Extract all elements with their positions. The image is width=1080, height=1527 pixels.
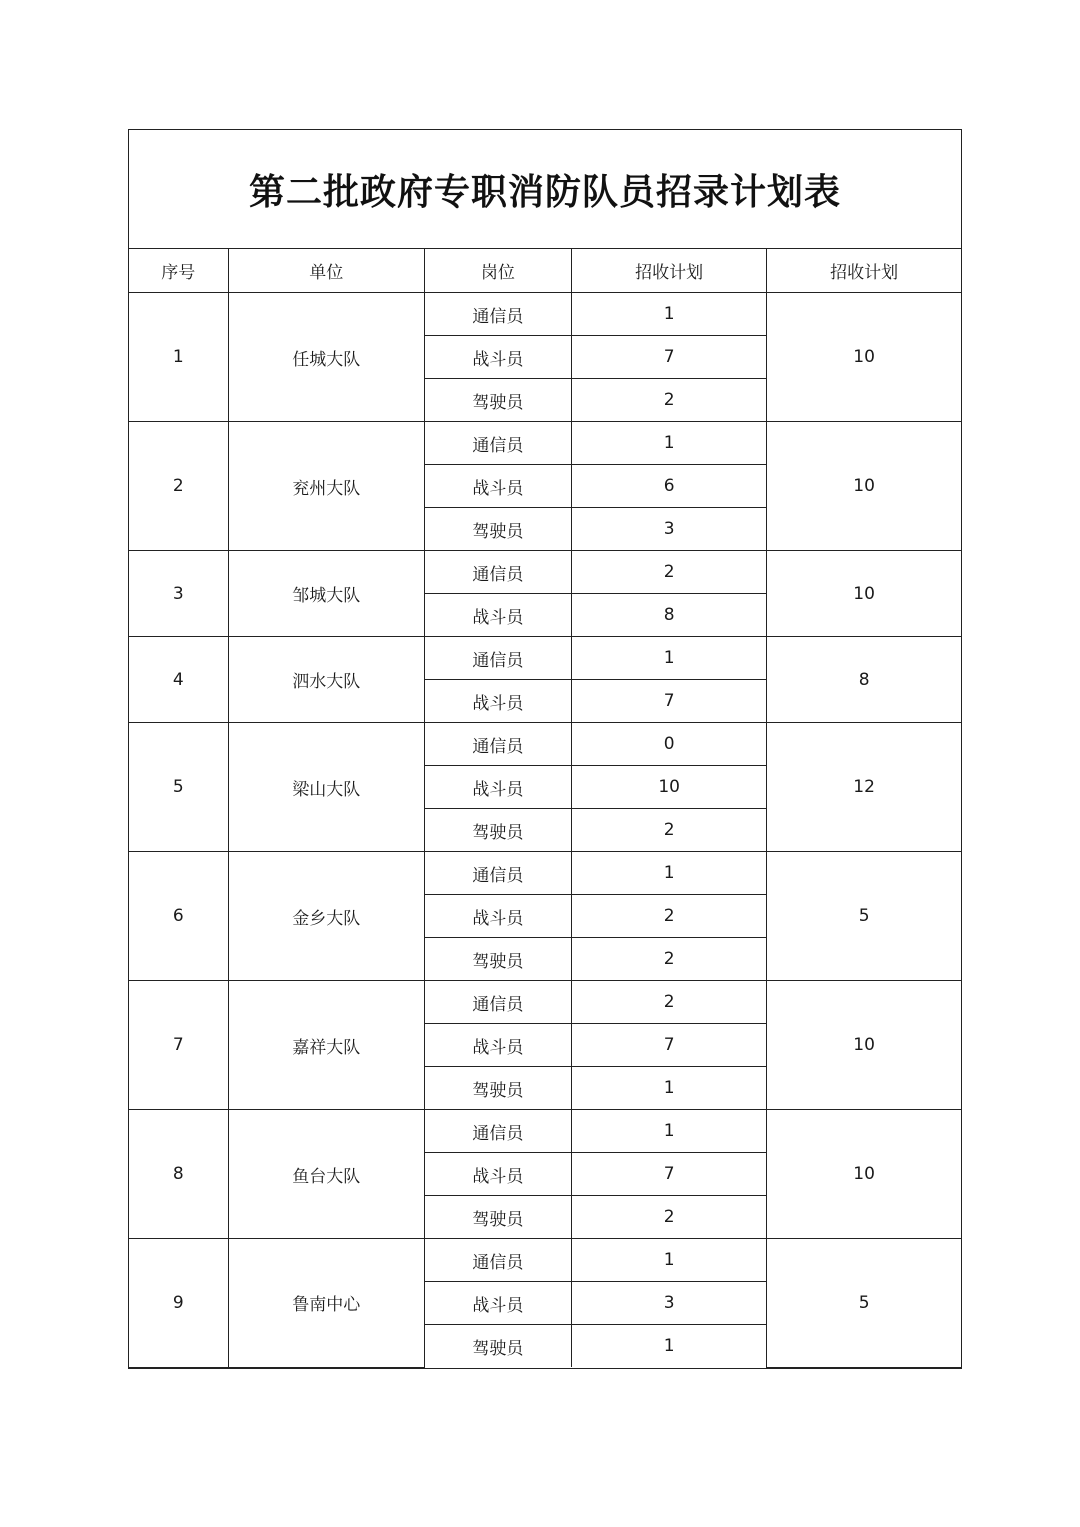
position-cell: 驾驶员 bbox=[424, 379, 571, 422]
position-cell: 战斗员 bbox=[424, 1024, 571, 1067]
table-body bbox=[129, 293, 961, 1368]
unit-name-cell: 任城大队 bbox=[228, 293, 424, 422]
unit-name-cell: 嘉祥大队 bbox=[228, 981, 424, 1110]
position-cell: 战斗员 bbox=[424, 465, 571, 508]
position-count-cell: 2 bbox=[572, 379, 767, 422]
table-row bbox=[129, 551, 961, 594]
table-row bbox=[129, 637, 961, 680]
position-cell: 驾驶员 bbox=[424, 1196, 571, 1239]
unit-name-cell: 兖州大队 bbox=[228, 422, 424, 551]
header-unit: 单位 bbox=[228, 249, 424, 293]
position-cell: 通信员 bbox=[424, 1110, 571, 1153]
table-row bbox=[129, 852, 961, 895]
position-cell: 战斗员 bbox=[424, 594, 571, 637]
recruitment-plan-document bbox=[128, 129, 962, 1369]
unit-total-cell: 10 bbox=[767, 551, 961, 637]
header-plan: 招收计划 bbox=[572, 249, 767, 293]
serial-number-cell: 5 bbox=[129, 723, 228, 852]
position-cell: 驾驶员 bbox=[424, 1067, 571, 1110]
serial-number-cell: 6 bbox=[129, 852, 228, 981]
unit-name-cell: 鱼台大队 bbox=[228, 1110, 424, 1239]
header-position: 岗位 bbox=[424, 249, 571, 293]
table-row bbox=[129, 293, 961, 336]
position-count-cell: 2 bbox=[572, 981, 767, 1024]
table-row bbox=[129, 422, 961, 465]
position-count-cell: 3 bbox=[572, 508, 767, 551]
serial-number-cell: 7 bbox=[129, 981, 228, 1110]
position-count-cell: 1 bbox=[572, 637, 767, 680]
page-title: 第二批政府专职消防队员招录计划表 bbox=[248, 170, 841, 213]
position-cell: 驾驶员 bbox=[424, 508, 571, 551]
unit-total-cell: 5 bbox=[767, 852, 961, 981]
unit-name-cell: 鲁南中心 bbox=[228, 1239, 424, 1368]
position-cell: 通信员 bbox=[424, 852, 571, 895]
position-cell: 战斗员 bbox=[424, 766, 571, 809]
position-count-cell: 7 bbox=[572, 1153, 767, 1196]
unit-name-cell: 金乡大队 bbox=[228, 852, 424, 981]
position-count-cell: 2 bbox=[572, 938, 767, 981]
unit-total-cell: 12 bbox=[767, 723, 961, 852]
unit-total-cell: 10 bbox=[767, 981, 961, 1110]
position-count-cell: 6 bbox=[572, 465, 767, 508]
position-cell: 驾驶员 bbox=[424, 809, 571, 852]
position-count-cell: 1 bbox=[572, 1110, 767, 1153]
position-count-cell: 2 bbox=[572, 551, 767, 594]
unit-total-cell: 10 bbox=[767, 422, 961, 551]
position-cell: 战斗员 bbox=[424, 895, 571, 938]
position-count-cell: 10 bbox=[572, 766, 767, 809]
title-box bbox=[129, 130, 961, 249]
position-count-cell: 3 bbox=[572, 1282, 767, 1325]
position-cell: 通信员 bbox=[424, 1239, 571, 1282]
position-count-cell: 2 bbox=[572, 895, 767, 938]
unit-total-cell: 10 bbox=[767, 1110, 961, 1239]
header-serial-number: 序号 bbox=[129, 249, 228, 293]
position-cell: 通信员 bbox=[424, 637, 571, 680]
table-row bbox=[129, 723, 961, 766]
serial-number-cell: 8 bbox=[129, 1110, 228, 1239]
position-count-cell: 2 bbox=[572, 1196, 767, 1239]
header-plan-total: 招收计划 bbox=[767, 249, 961, 293]
position-cell: 通信员 bbox=[424, 723, 571, 766]
position-cell: 驾驶员 bbox=[424, 1325, 571, 1368]
unit-name-cell: 梁山大队 bbox=[228, 723, 424, 852]
table-row bbox=[129, 1110, 961, 1153]
position-count-cell: 7 bbox=[572, 1024, 767, 1067]
serial-number-cell: 3 bbox=[129, 551, 228, 637]
position-cell: 战斗员 bbox=[424, 336, 571, 379]
position-count-cell: 7 bbox=[572, 336, 767, 379]
unit-total-cell: 10 bbox=[767, 293, 961, 422]
position-cell: 战斗员 bbox=[424, 680, 571, 723]
position-cell: 驾驶员 bbox=[424, 938, 571, 981]
serial-number-cell: 9 bbox=[129, 1239, 228, 1368]
position-count-cell: 8 bbox=[572, 594, 767, 637]
position-cell: 通信员 bbox=[424, 422, 571, 465]
table-row bbox=[129, 1239, 961, 1282]
position-cell: 战斗员 bbox=[424, 1153, 571, 1196]
table-row bbox=[129, 981, 961, 1024]
serial-number-cell: 1 bbox=[129, 293, 228, 422]
recruitment-table bbox=[129, 249, 961, 1368]
position-cell: 通信员 bbox=[424, 293, 571, 336]
position-cell: 通信员 bbox=[424, 551, 571, 594]
unit-name-cell: 邹城大队 bbox=[228, 551, 424, 637]
position-count-cell: 1 bbox=[572, 1325, 767, 1368]
unit-total-cell: 8 bbox=[767, 637, 961, 723]
position-count-cell: 1 bbox=[572, 852, 767, 895]
position-count-cell: 1 bbox=[572, 422, 767, 465]
unit-total-cell: 5 bbox=[767, 1239, 961, 1368]
serial-number-cell: 4 bbox=[129, 637, 228, 723]
position-count-cell: 1 bbox=[572, 1239, 767, 1282]
position-count-cell: 7 bbox=[572, 680, 767, 723]
unit-name-cell: 泗水大队 bbox=[228, 637, 424, 723]
position-count-cell: 1 bbox=[572, 1067, 767, 1110]
position-count-cell: 1 bbox=[572, 293, 767, 336]
position-count-cell: 0 bbox=[572, 723, 767, 766]
serial-number-cell: 2 bbox=[129, 422, 228, 551]
position-cell: 通信员 bbox=[424, 981, 571, 1024]
position-count-cell: 2 bbox=[572, 809, 767, 852]
position-cell: 战斗员 bbox=[424, 1282, 571, 1325]
header-row bbox=[129, 249, 961, 293]
